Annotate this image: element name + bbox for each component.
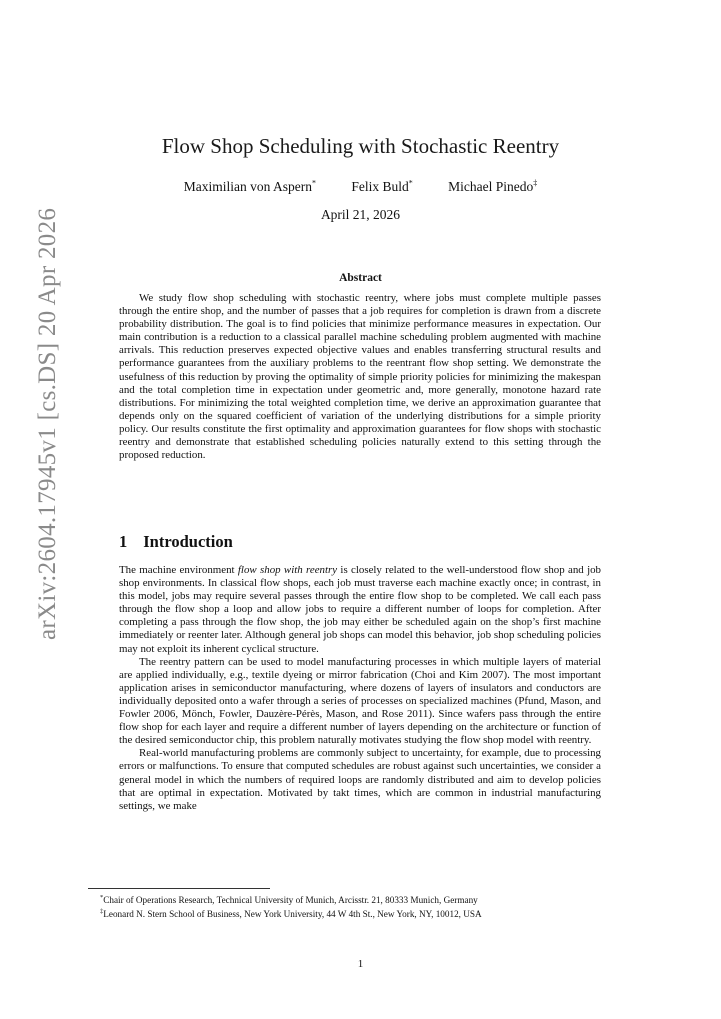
paragraph-text: is closely related to the well-understood flow shop and job shop environments. In classical flow shops, each job must traverse each machine exactly once; in contrast, in this model, jobs may require several passes through the entire flow shop to be completed. We call each pass through the flow shop a loop and allow jobs to require a different number of loops for completion. After completing a pass through the flow shop, the job may either be scheduled again on the shop’s first machine immediately or reenter later. Although general job shops can model this behavior, job shop scheduling policies may not exploit its inherent cyclical structure. <box>119 564 601 655</box>
page-number: 1 <box>357 958 364 970</box>
author-affiliation-mark: * <box>408 178 413 187</box>
emphasized-term: flow shop with reentry <box>237 564 338 576</box>
author-name: Maximilian von Aspern <box>183 178 312 194</box>
introduction-body <box>119 564 601 813</box>
author <box>448 179 537 194</box>
footnote <box>100 906 620 920</box>
author <box>351 179 412 194</box>
section-number: 1 <box>119 532 128 551</box>
section-title: Introduction <box>143 532 233 551</box>
arxiv-identifier-stamp: arXiv:2604.17945v1 [cs.DS] 20 Apr 2026 <box>34 207 61 640</box>
paragraph: Real-world manufacturing problems are commonly subject to uncertainty, for example, due to processing errors or malfunctions. To ensure that computed schedules are robust against such uncertainties, we consider a general model in which the numbers of required loops are randomly distributed and aim to develop policies that are optimal in expectation. Motivated by takt times, which are common in industrial manufacturing settings, we make <box>119 747 601 812</box>
author <box>184 179 316 194</box>
footnote-text: Leonard N. Stern School of Business, New York University, 44 W 4th St., New York, NY, 10012, USA <box>103 909 482 920</box>
author-affiliation-mark: ‡ <box>533 178 538 187</box>
footnote <box>100 892 620 906</box>
section-heading <box>119 532 233 552</box>
footnotes <box>100 892 620 921</box>
footnote-mark: ‡ <box>100 908 104 916</box>
footnote-text: Chair of Operations Research, Technical University of Munich, Arcisstr. 21, 80333 Munich, Germany <box>103 895 478 906</box>
abstract-text: We study flow shop scheduling with stochastic reentry, where jobs must complete multiple passes through the entire shop, and the number of passes that a job requires for completion is drawn from a discrete probability distribution. The goal is to find policies that minimize performance measures in expectation. Our main contribution is a reduction to a classical parallel machine scheduling problem augmented with machine arrivals. This reduction preserves expected objective values and enables transferring structural results and performance guarantees from the auxiliary problems to the reentrant flow shop setting. We demonstrate the usefulness of this reduction by proving the optimality of simple priority policies for minimizing the makespan and the total completion time in expectation under geometric and, more generally, monotone hazard rate distributions. For minimizing the total weighted completion time, we derive an approximation guarantee that depends only on the squared coefficient of variation of the underlying distributions for a simple priority policy. Our results constitute the first optimality and approximation guarantees for flow shops with stochastic reentry and demonstrate that established scheduling policies naturally extend to this setting through the proposed reduction. <box>119 292 601 462</box>
paragraph: The reentry pattern can be used to model manufacturing processes in which multiple layers of material are applied individually, e.g., textile dyeing or mirror fabrication (Choi and Kim 2007). The most important application arises in semiconductor manufacturing, where dozens of layers of insulators and conductors are individually deposited onto a wafer through a series of processes on specialized machines (Pfund, Mason, and Fowler 2006, Mönch, Fowler, Dauzère-Pérès, Mason, and Rose 2011). Since wafers pass through the entire flow shop for each layer and require a different number of layers depending on the architecture or function of the desired semiconductor chip, this problem naturally motivates studying the flow shop model with reentry. <box>119 655 601 747</box>
author-list <box>0 178 721 195</box>
author-name: Felix Buld <box>351 178 409 194</box>
abstract-heading: Abstract <box>339 272 382 284</box>
paper-title: Flow Shop Scheduling with Stochastic Reentry <box>161 134 560 158</box>
author-name: Michael Pinedo <box>448 178 534 194</box>
paper-date: April 21, 2026 <box>320 207 401 222</box>
footnote-mark: * <box>100 894 104 901</box>
footnote-divider <box>88 888 270 889</box>
paragraph <box>119 564 601 656</box>
author-affiliation-mark: * <box>312 178 316 187</box>
paragraph-text: The machine environment <box>119 564 238 576</box>
